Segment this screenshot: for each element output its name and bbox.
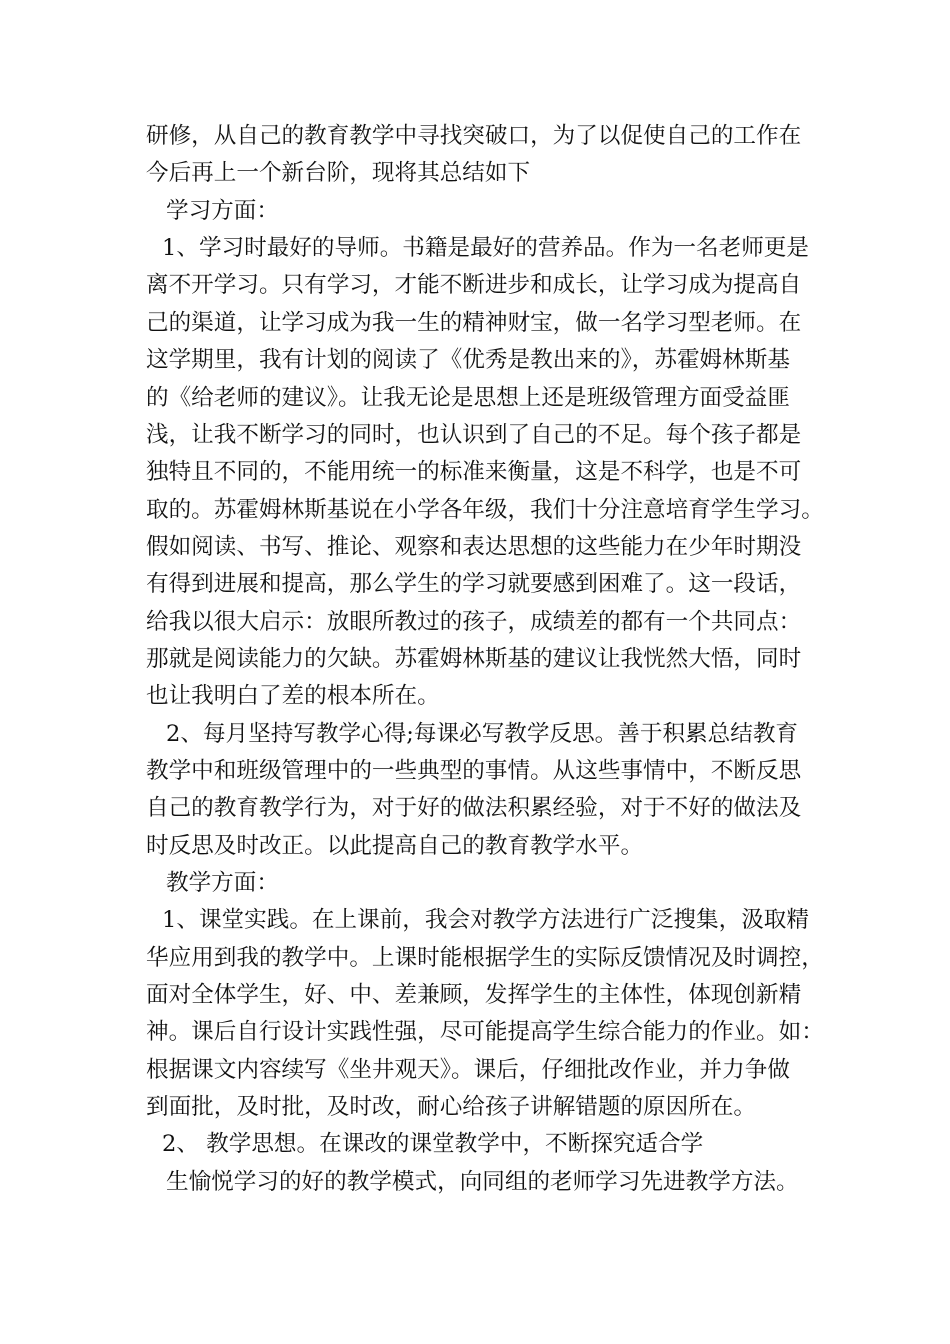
paragraph-line: 教学中和班级管理中的一些典型的事情。从这些事情中，不断反思: [146, 758, 802, 784]
paragraph-line: 1、学习时最好的导师。书籍是最好的营养品。作为一名老师更是: [162, 235, 809, 261]
paragraph-line: 神。课后自行设计实践性强，尽可能提高学生综合能力的作业。如：: [146, 1019, 824, 1045]
paragraph-line: 己的渠道，让学习成为我一生的精神财宝，做一名学习型老师。在: [146, 310, 802, 336]
section-heading-study: 学习方面：: [166, 198, 279, 224]
paragraph-line: 离不开学习。只有学习，才能不断进步和成长，让学习成为提高自: [146, 272, 802, 298]
paragraph-line: 的《给老师的建议》。让我无论是思想上还是班级管理方面受益匪: [146, 385, 790, 411]
paragraph-line: 有得到进展和提高，那么学生的学习就要感到困难了。这一段话，: [146, 571, 802, 597]
paragraph-line: 华应用到我的教学中。上课时能根据学生的实际反馈情况及时调控，: [146, 945, 824, 971]
paragraph-line: 独特且不同的，不能用统一的标准来衡量，这是不科学，也是不可: [146, 459, 802, 485]
paragraph-line: 到面批，及时批，及时改，耐心给孩子讲解错题的原因所在。: [146, 1094, 757, 1120]
paragraph-line: 假如阅读、书写、推论、观察和表达思想的这些能力在少年时期没: [146, 534, 802, 560]
paragraph-line: 这学期里，我有计划的阅读了《优秀是教出来的》，苏霍姆林斯基: [146, 347, 790, 373]
paragraph-line: 给我以很大启示：放眼所教过的孩子，成绩差的都有一个共同点：: [146, 609, 802, 635]
paragraph-line: 时反思及时改正。以此提高自己的教育教学水平。: [146, 833, 644, 859]
paragraph-line: 那就是阅读能力的欠缺。苏霍姆林斯基的建议让我恍然大悟，同时: [146, 646, 802, 672]
paragraph-line: 自己的教育教学行为，对于好的做法积累经验，对于不好的做法及: [146, 795, 802, 821]
paragraph-line: 研修，从自己的教育教学中寻找突破口，为了以促使自己的工作在: [146, 123, 802, 149]
paragraph-line: 2、每月坚持写教学心得;每课必写教学反思。善于积累总结教育: [166, 721, 799, 747]
paragraph-line: 也让我明白了差的根本所在。: [146, 683, 440, 709]
paragraph-line: 生愉悦学习的好的教学模式，向同组的老师学习先进教学方法。: [166, 1169, 799, 1195]
paragraph-line: 今后再上一个新台阶，现将其总结如下: [146, 160, 531, 186]
paragraph-line: 面对全体学生，好、中、差兼顾，发挥学生的主体性，体现创新精: [146, 982, 802, 1008]
paragraph-line: 取的。苏霍姆林斯基说在小学各年级，我们十分注意培育学生学习。: [146, 497, 824, 523]
paragraph-line: 2、 教学思想。在课改的课堂教学中，不断探究适合学: [162, 1131, 704, 1157]
paragraph-line: 浅，让我不断学习的同时，也认识到了自己的不足。每个孩子都是: [146, 422, 802, 448]
paragraph-line: 1、课堂实践。在上课前，我会对教学方法进行广泛搜集，汲取精: [162, 907, 809, 933]
section-heading-teaching: 教学方面：: [166, 870, 279, 896]
paragraph-line: 根据课文内容续写《坐井观天》。课后，仔细批改作业，并力争做: [146, 1057, 790, 1083]
